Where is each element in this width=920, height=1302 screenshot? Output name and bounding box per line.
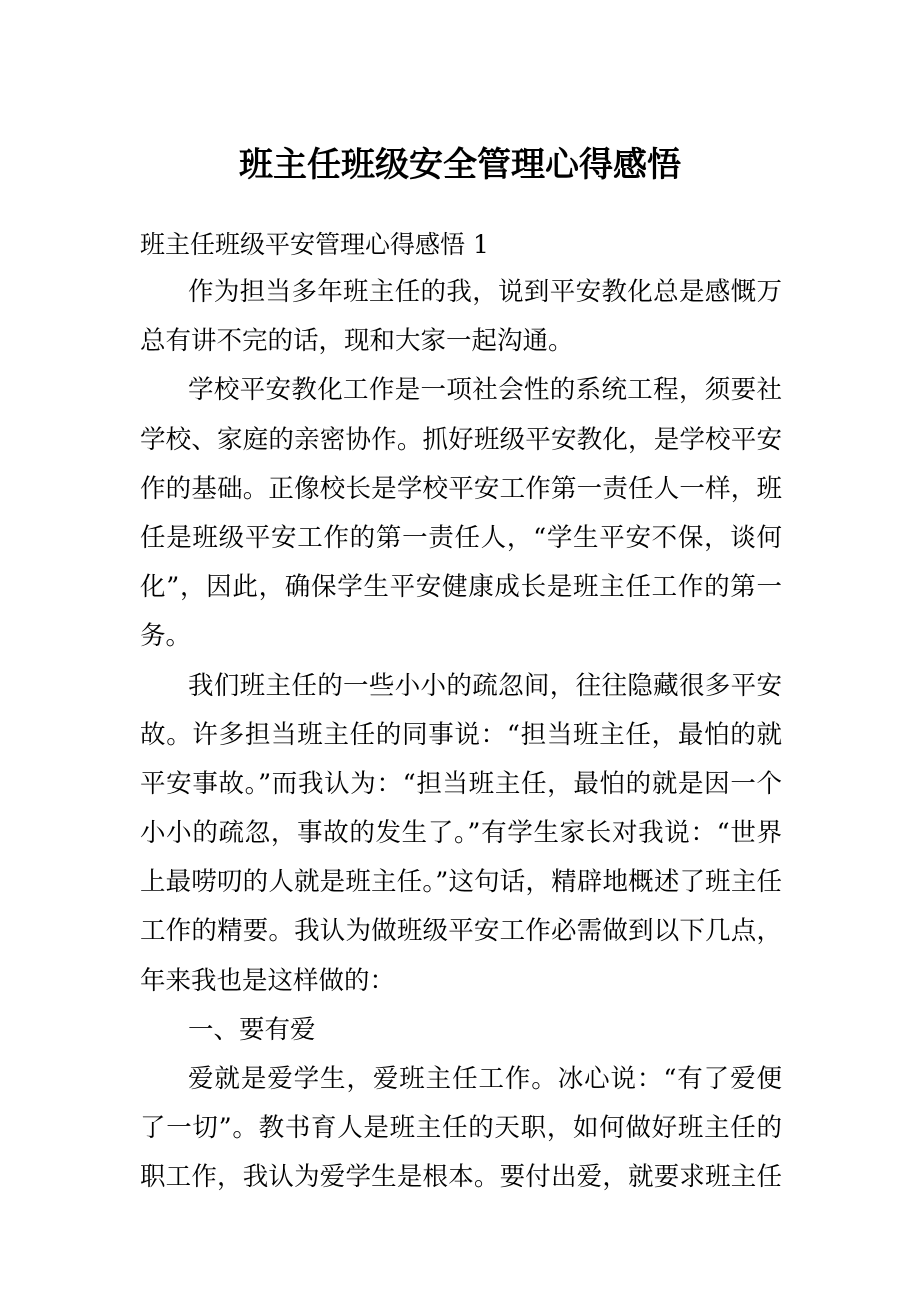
paragraph [140, 268, 782, 366]
paragraph-line: 化”，因此，确保学生平安健康成长是班主任工作的第一 [140, 572, 782, 603]
paragraph-line: 学校平安教化工作是一项社会性的系统工程，须要社 [188, 375, 782, 406]
paragraph-line: 作的基础。正像校长是学校平安工作第一责任人一样，班 [140, 473, 782, 504]
paragraph-line: 平安事故。”而我认为：“担当班主任，最怕的就是因一个 [140, 768, 782, 799]
paragraph [140, 1055, 782, 1203]
document-title: 班主任班级安全管理心得感悟 [239, 145, 681, 185]
document-body [140, 268, 782, 1203]
paragraph-line: 了一切”。教书育人是班主任的天职，如何做好班主任的 [140, 1113, 782, 1144]
document-subtitle: 班主任班级平安管理心得感悟 1 [140, 230, 489, 259]
paragraph [140, 1006, 782, 1055]
paragraph-line: 学校、家庭的亲密协作。抓好班级平安教化，是学校平安 [140, 424, 782, 455]
paragraph [140, 662, 782, 1006]
paragraph-line: 职工作，我认为爱学生是根本。要付出爱，就要求班主任 [140, 1162, 782, 1193]
paragraph [140, 366, 782, 661]
paragraph-line: 爱就是爱学生，爱班主任工作。冰心说：“有了爱便 [188, 1064, 782, 1094]
paragraph-line: 小小的疏忽，事故的发生了。”有学生家长对我说：“世界 [140, 818, 782, 849]
paragraph-line: 故。许多担当班主任的同事说：“担当班主任，最怕的就 [140, 719, 782, 750]
paragraph-line: 一、要有爱 [188, 1014, 316, 1045]
paragraph-line: 务。 [140, 621, 192, 652]
paragraph-line: 任是班级平安工作的第一责任人，“学生平安不保，谈何 [140, 522, 782, 553]
paragraph-line: 作为担当多年班主任的我，说到平安教化总是感慨万 [188, 277, 782, 307]
paragraph-line: 年来我也是这样做的： [140, 965, 396, 996]
paragraph-line: 总有讲不完的话，现和大家一起沟通。 [140, 326, 574, 357]
paragraph-line: 上最唠叨的人就是班主任。”这句话，精辟地概述了班主任 [140, 867, 782, 898]
paragraph-line: 我们班主任的一些小小的疏忽间，往往隐藏很多平安 [188, 670, 782, 701]
paragraph-line: 工作的精要。我认为做班级平安工作必需做到以下几点， [140, 916, 782, 947]
